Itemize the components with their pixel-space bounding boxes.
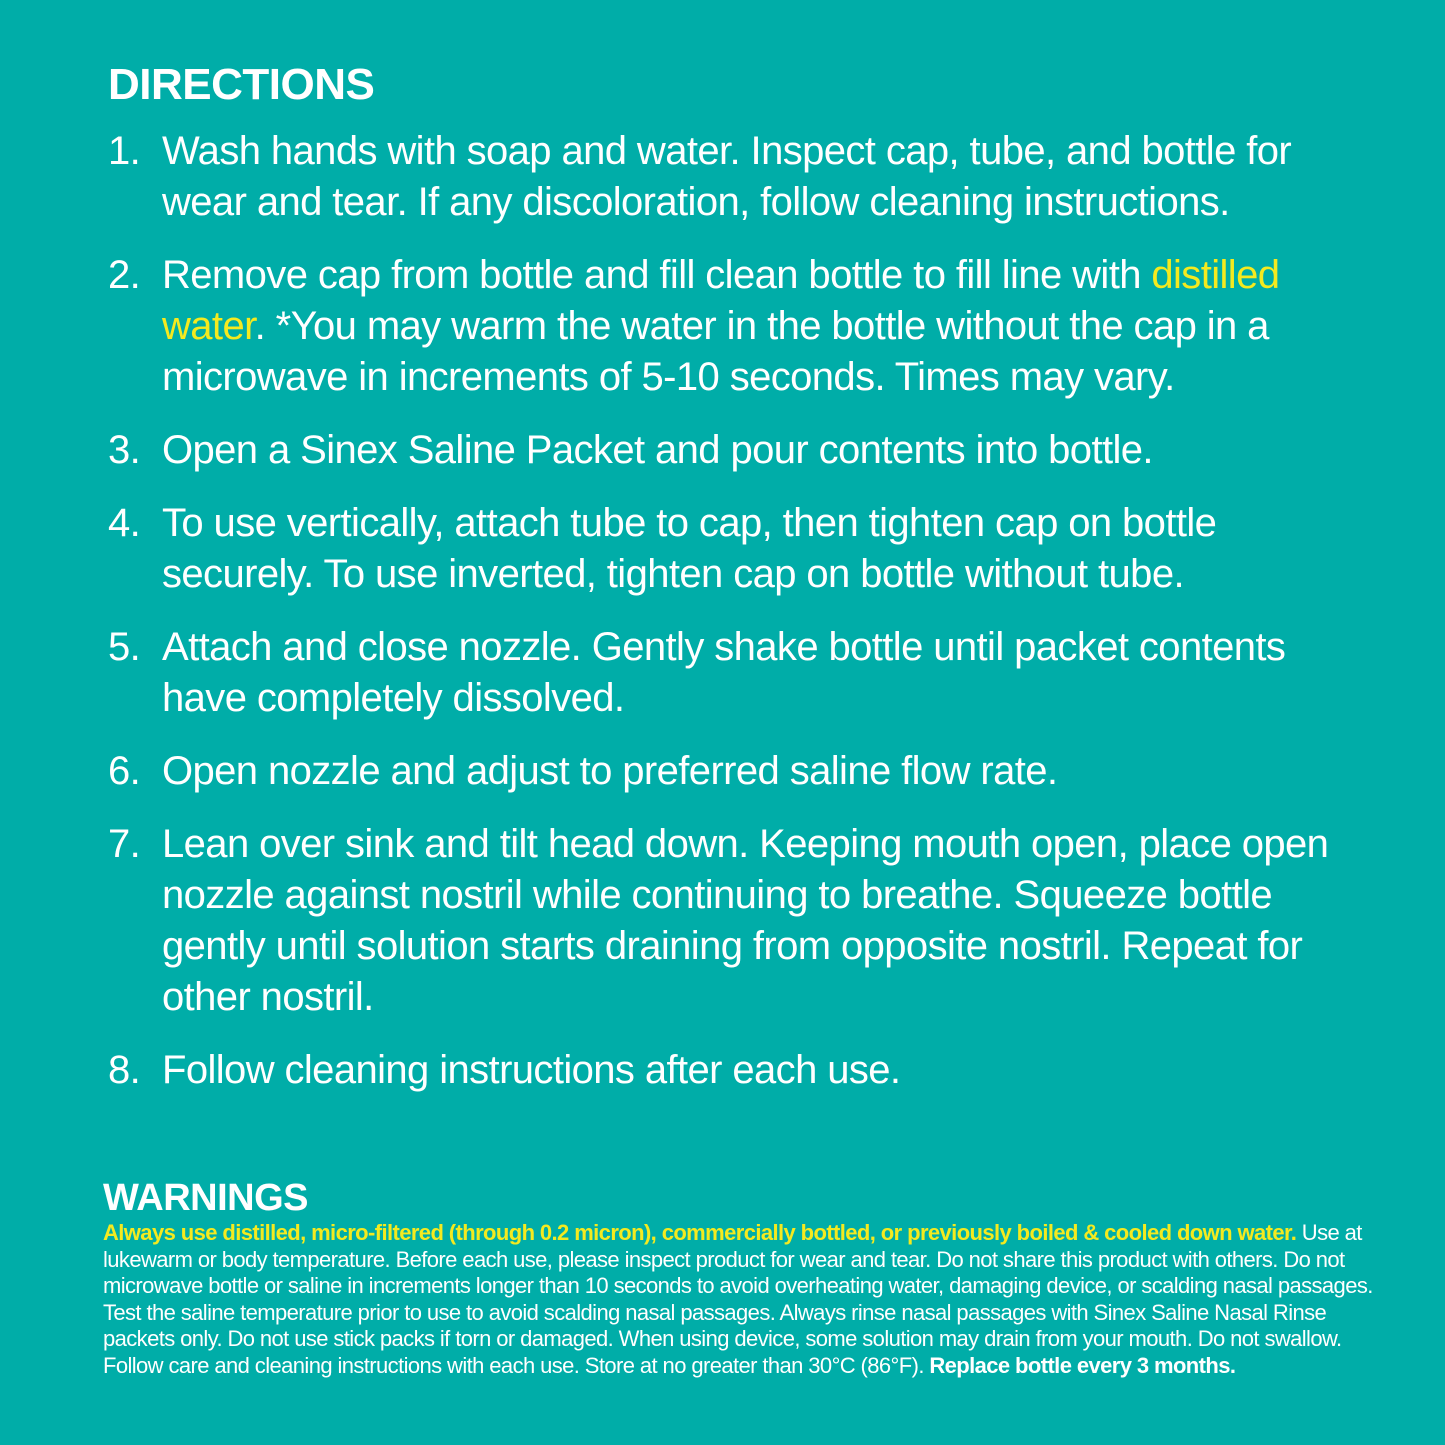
directions-steps-list — [108, 126, 1358, 1096]
step-text — [162, 498, 1358, 600]
step-item — [108, 622, 1358, 724]
step-text-part: Wash hands with soap and water. Inspect cap, tube, and bottle for wear and tear. If any discoloration, follow cleaning instructions. — [162, 129, 1292, 224]
step-item — [108, 126, 1358, 228]
warnings-water-highlight: Always use distilled, micro-filtered (through 0.2 micron), commercially bottled, or previously boiled & cooled down water. — [103, 1220, 1297, 1245]
step-item — [108, 498, 1358, 600]
step-text-part: Attach and close nozzle. Gently shake bottle until packet contents have completely dissolved. — [162, 625, 1286, 720]
step-number: 1. — [108, 129, 141, 173]
step-number: 4. — [108, 501, 141, 545]
step-number: 6. — [108, 749, 141, 793]
step-text — [162, 126, 1358, 228]
step-number: 7. — [108, 822, 141, 866]
highlighted-text: distilled water — [162, 253, 1280, 348]
step-text-part: Remove cap from bottle and fill clean bottle to fill line with — [162, 253, 1152, 297]
step-text-part: . *You may warm the water in the bottle without the cap in a microwave in increments of 5-10 seconds. Times may vary. — [162, 304, 1269, 399]
warnings-replace-notice: Replace bottle every 3 months. — [929, 1352, 1236, 1378]
step-text-part: Follow cleaning instructions after each use. — [162, 1048, 901, 1092]
warnings-body-text: Use at lukewarm or body temperature. Before each use, please inspect product for wear and tear. Do not share this product with others. Do not microwave bottle or saline in increments longer than 10 seconds to avoid overheating water, damaging device, or scalding nasal passages. Test the saline temperature prior to use to avoid scalding nasal passages. Always rinse nasal passages with Sinex Saline Nasal Rinse packets only. Do not use stick packs if torn or damaged. When using device, some solution may drain from your mouth. Do not swallow. Follow care and cleaning instructions with each use. Store at no greater than 30°C (86°F). — [103, 1220, 1373, 1378]
step-text — [162, 425, 1358, 476]
step-item — [108, 819, 1358, 1023]
step-item — [108, 425, 1358, 476]
step-text — [162, 622, 1358, 724]
step-text — [162, 819, 1358, 1023]
step-number: 5. — [108, 625, 141, 669]
step-text — [162, 250, 1358, 403]
step-item — [108, 1045, 1358, 1096]
step-number: 3. — [108, 428, 141, 472]
step-text-part: Open a Sinex Saline Packet and pour contents into bottle. — [162, 428, 1153, 472]
step-item — [108, 746, 1358, 797]
warnings-heading: WARNINGS — [103, 1177, 308, 1219]
directions-heading: DIRECTIONS — [108, 60, 375, 109]
step-text-part: Lean over sink and tilt head down. Keeping mouth open, place open nozzle against nostril while continuing to breathe. Squeeze bottle gently until solution starts draining from opposite nostril. Repeat for other nostril. — [162, 822, 1329, 1019]
warnings-paragraph — [103, 1220, 1373, 1379]
step-text — [162, 1045, 1358, 1096]
step-number: 8. — [108, 1048, 141, 1092]
directions-section — [108, 58, 1358, 1118]
step-text-part: Open nozzle and adjust to preferred saline flow rate. — [162, 749, 1058, 793]
step-text — [162, 746, 1358, 797]
warnings-section — [103, 1176, 1373, 1379]
step-text-part: To use vertically, attach tube to cap, then tighten cap on bottle securely. To use inverted, tighten cap on bottle without tube. — [162, 501, 1217, 596]
step-item — [108, 250, 1358, 403]
step-number: 2. — [108, 253, 141, 297]
